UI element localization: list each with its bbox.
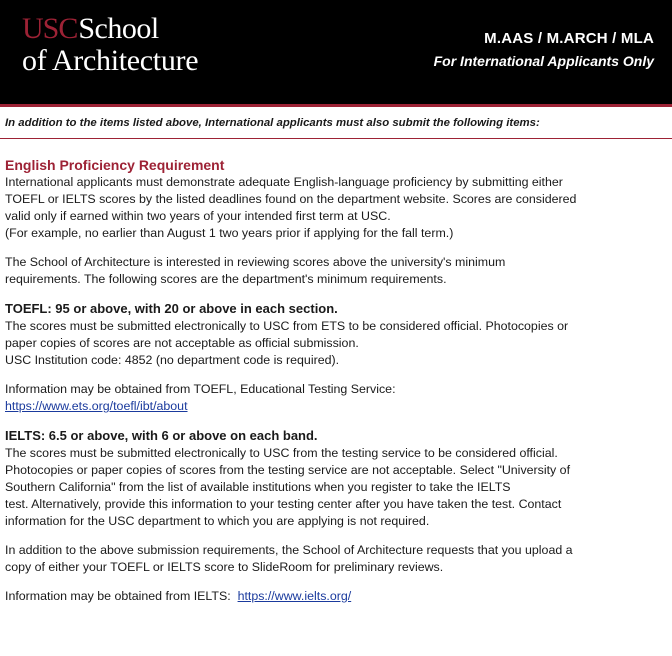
spacer xyxy=(5,576,664,588)
document-header xyxy=(0,0,672,104)
spacer xyxy=(5,242,664,254)
ielts-line: Information may be obtained from IELTS: xyxy=(5,589,238,603)
english-line: TOEFL or IELTS scores by the listed deadlines found on the department website. Scores are considered xyxy=(5,192,577,206)
english-line: requirements. The following scores are the department's minimum requirements. xyxy=(5,272,447,286)
toefl-line: The scores must be submitted electronically to USC from ETS to be considered official. Photocopies or xyxy=(5,319,569,333)
ielts-line: Southern California" from the list of available institutions when you register to take the IELTS xyxy=(5,480,511,494)
ielts-line: Photocopies or paper copies of scores from the testing service are not acceptable. Select "University of xyxy=(5,463,571,477)
usc-architecture-logo xyxy=(22,14,198,76)
logo-school: School xyxy=(78,12,159,45)
spacer xyxy=(5,415,664,427)
toefl-link[interactable]: https://www.ets.org/toefl/ibt/about xyxy=(5,399,188,413)
english-line: (For example, no earlier than August 1 two years prior if applying for the fall term.) xyxy=(5,226,454,240)
toefl-heading: TOEFL: 95 or above, with 20 or above in each section. xyxy=(5,301,338,316)
programs-label: M.AAS / M.ARCH / MLA xyxy=(484,30,654,47)
ielts-line: In addition to the above submission requirements, the School of Architecture requests that you upload a xyxy=(5,543,573,557)
english-line: International applicants must demonstrate adequate English-language proficiency by submitting either xyxy=(5,175,563,189)
english-heading: English Proficiency Requirement xyxy=(5,157,225,173)
document-body xyxy=(0,115,672,605)
ielts-line: The scores must be submitted electronically to USC from the testing service to be considered official. xyxy=(5,446,558,460)
ielts-heading: IELTS: 6.5 or above, with 6 or above on each band. xyxy=(5,428,318,443)
intro-divider xyxy=(0,138,672,139)
spacer xyxy=(5,369,664,381)
logo-architecture: of Architecture xyxy=(22,44,199,77)
logo-usc: USC xyxy=(22,12,78,45)
ielts-line: copy of either your TOEFL or IELTS score to SlideRoom for preliminary reviews. xyxy=(5,560,444,574)
spacer xyxy=(5,530,664,542)
header-divider xyxy=(0,104,672,107)
toefl-line: USC Institution code: 4852 (no department code is required). xyxy=(5,353,340,367)
spacer xyxy=(5,288,664,300)
toefl-line: paper copies of scores are not acceptable as official submission. xyxy=(5,336,359,350)
english-line: The School of Architecture is interested in reviewing scores above the university's minimum xyxy=(5,255,506,269)
header-program-info xyxy=(434,30,654,69)
ielts-link[interactable]: https://www.ielts.org/ xyxy=(237,589,352,603)
intro-text: In addition to the items listed above, International applicants must also submit the following items: xyxy=(5,117,540,129)
ielts-line: test. Alternatively, provide this information to your testing center after you have taken the test. Contact xyxy=(5,497,562,511)
toefl-line: Information may be obtained from TOEFL, Educational Testing Service: xyxy=(5,382,396,396)
ielts-line: information for the USC department to which you are applying is not required. xyxy=(5,514,430,528)
audience-label: For International Applicants Only xyxy=(433,53,654,69)
english-line: valid only if earned within two years of your intended first term at USC. xyxy=(5,209,391,223)
